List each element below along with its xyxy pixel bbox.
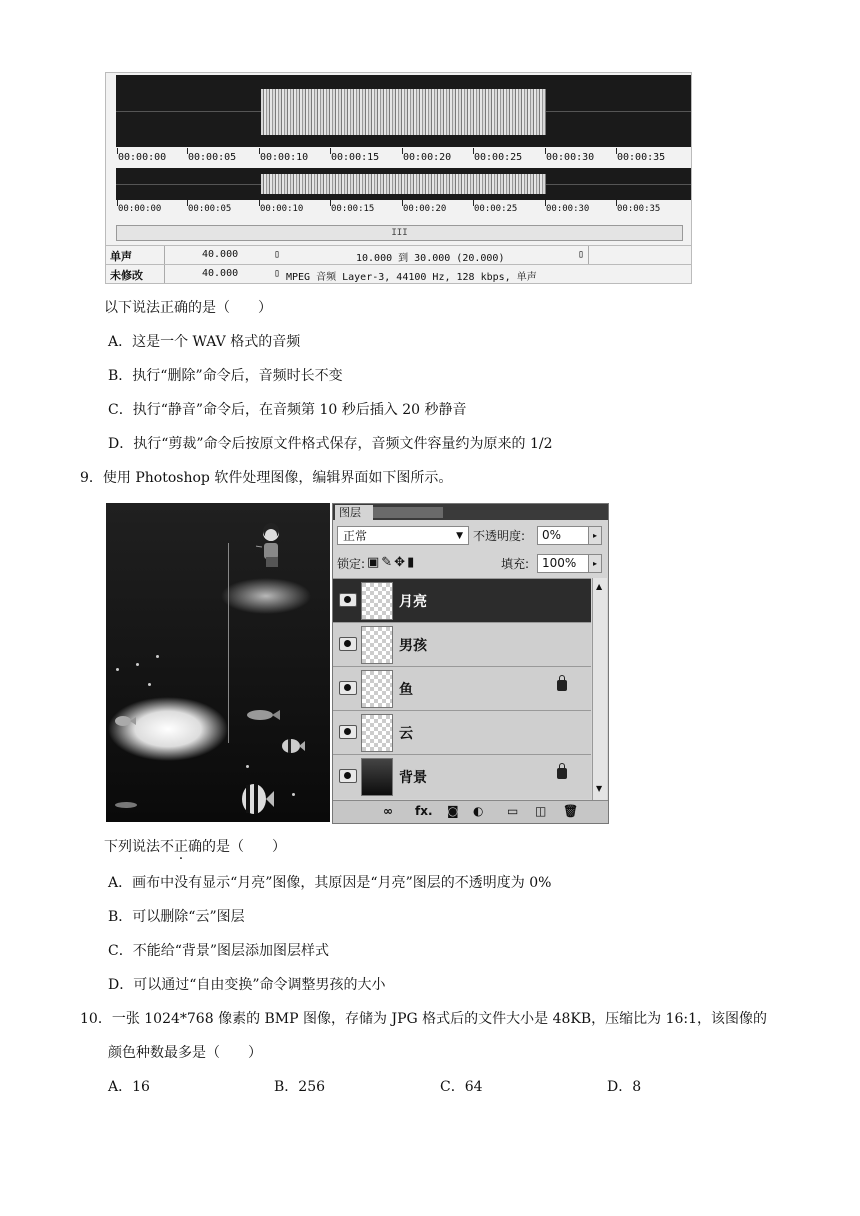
new-group-icon[interactable]: ▭: [507, 804, 519, 818]
horizontal-scrollbar[interactable]: III: [116, 225, 683, 241]
marker-icon: ▯: [274, 249, 281, 260]
bottom-fish: [114, 801, 140, 809]
q9-question-pre: 下列说法: [104, 839, 160, 855]
add-mask-icon[interactable]: ◙: [447, 804, 459, 818]
blend-mode-select[interactable]: [337, 526, 469, 545]
audio-editor-screenshot: [105, 72, 692, 284]
photoshop-layers-panel: [332, 503, 609, 824]
tiny-fish: [114, 715, 136, 727]
adjustment-layer-icon[interactable]: ◐: [473, 804, 484, 818]
tab-layers[interactable]: 图层: [335, 505, 373, 520]
layer-row-cloud[interactable]: [333, 710, 591, 755]
ruler-tick-label: 00:00:35: [617, 204, 661, 214]
q9-option-d: D．可以通过“自由变换”命令调整男孩的大小: [108, 977, 386, 993]
opacity-slider-button[interactable]: ▸: [588, 526, 602, 545]
ruler-tick-label: 00:00:15: [331, 152, 380, 163]
layer-name: 背景: [399, 770, 427, 786]
photoshop-canvas-image: [106, 503, 330, 822]
time-ruler-overview: [116, 202, 691, 220]
q8-option-a: A．这是一个 WAV 格式的音频: [108, 334, 301, 350]
status-length-value: 40.000: [202, 268, 239, 279]
q8-option-c: C．执行“静音”命令后，在音频第 10 秒后插入 20 秒静音: [108, 402, 467, 418]
q8-option-d: D．执行“剪裁”命令后按原文件格式保存，音频文件容量约为原来的 1/2: [108, 436, 553, 452]
lock-fill-row: [333, 552, 608, 576]
ruler-tick-label: 00:00:30: [546, 152, 595, 163]
q10-stem-line1: 10．一张 1024*768 像素的 BMP 图像，存储为 JPG 格式后的文件大小是 48KB，压缩比为 16:1，该图像的: [80, 1011, 768, 1027]
waveform-track-main: [116, 75, 691, 147]
layer-thumbnail: [361, 582, 393, 620]
layer-thumbnail: [361, 714, 393, 752]
dropdown-arrow-icon: ▼: [456, 531, 463, 541]
ruler-tick-label: 00:00:25: [474, 204, 518, 214]
panel-tab-bar: [333, 504, 608, 520]
status-row-format: [106, 264, 691, 283]
link-layers-icon[interactable]: ∞: [383, 804, 393, 818]
layer-style-fx-icon[interactable]: fx.: [415, 804, 433, 818]
ruler-tick-label: 00:00:05: [188, 204, 232, 214]
fishing-line: [228, 543, 229, 743]
ruler-tick-label: 00:00:10: [260, 152, 309, 163]
layer-name: 男孩: [399, 638, 427, 654]
ruler-tick-label: 00:00:25: [474, 152, 523, 163]
layer-row-background[interactable]: [333, 754, 591, 799]
scroll-down-icon[interactable]: ▼: [596, 784, 603, 793]
ruler-tick-label: 00:00:00: [118, 152, 167, 163]
ruler-tick-label: 00:00:35: [617, 152, 666, 163]
fill-slider-button[interactable]: ▸: [588, 554, 602, 573]
delete-layer-icon[interactable]: 🗑: [563, 804, 579, 818]
tab-other[interactable]: [373, 507, 443, 518]
layer-row-moon[interactable]: [333, 578, 591, 623]
layer-row-fish[interactable]: [333, 666, 591, 711]
status-format-info: MPEG 音频 Layer-3, 44100 Hz, 128 kbps, 单声: [286, 272, 537, 283]
waveform-overview-region: [261, 174, 546, 194]
ruler-tick-label: 00:00:00: [118, 204, 162, 214]
ruler-tick-label: 00:00:20: [403, 204, 447, 214]
eye-icon[interactable]: [339, 593, 357, 607]
waveform-selected-region: [261, 89, 546, 135]
fill-label: 填充:: [501, 557, 530, 571]
layer-name: 云: [399, 726, 413, 742]
q9-question-emphasis: 不正确: [160, 839, 202, 855]
layers-list: [333, 578, 591, 800]
vertical-scrollbar[interactable]: [592, 578, 607, 800]
ruler-tick-label: 00:00:30: [546, 204, 590, 214]
q9-stem: 9．使用 Photoshop 软件处理图像，编辑界面如下图所示。: [80, 470, 453, 486]
marker-icon: ▯: [578, 249, 585, 260]
q9-question-post: 的是（ ）: [202, 839, 286, 855]
lock-label: 锁定:: [337, 557, 366, 571]
layer-row-boy[interactable]: [333, 622, 591, 667]
q10-stem-line2: 颜色种数最多是（ ）: [108, 1045, 262, 1061]
ruler-tick-label: 00:00:10: [260, 204, 304, 214]
layer-thumbnail: [361, 626, 393, 664]
q8-option-b: B．执行“删除”命令后，音频时长不变: [108, 368, 343, 384]
panel-footer-toolbar: [333, 800, 608, 823]
waveform-track-overview: [116, 168, 691, 200]
q10-option-a: A．16: [108, 1079, 150, 1095]
eye-icon[interactable]: [339, 681, 357, 695]
status-length-value: 40.000: [202, 249, 239, 260]
q9-option-b: B．可以删除“云”图层: [108, 909, 245, 925]
q10-option-d: D．8: [607, 1079, 642, 1095]
striped-fish: [234, 781, 274, 817]
fill-input[interactable]: 100%: [537, 554, 589, 573]
layer-thumbnail: [361, 758, 393, 796]
q8-stem: 以下说法正确的是（ ）: [104, 300, 272, 316]
layer-name: 鱼: [399, 682, 413, 698]
boy-figure: [256, 523, 286, 573]
time-ruler-main: [116, 150, 691, 168]
q10-option-c: C．64: [440, 1079, 483, 1095]
q9-question: [104, 837, 286, 857]
marker-icon: ▯: [274, 268, 281, 279]
small-fish: [281, 737, 305, 755]
opacity-label: 不透明度:: [473, 529, 526, 543]
status-selection-range: 10.000 到 30.000 (20.000): [356, 253, 505, 264]
q10-option-b: B．256: [274, 1079, 326, 1095]
q9-option-c: C．不能给“背景”图层添加图层样式: [108, 943, 330, 959]
ruler-tick-label: 00:00:20: [403, 152, 452, 163]
blend-opacity-row: [333, 524, 608, 548]
blend-mode-value: 正常: [343, 529, 368, 543]
new-layer-icon[interactable]: ◫: [535, 804, 547, 818]
layer-thumbnail: [361, 670, 393, 708]
eye-icon[interactable]: [339, 637, 357, 651]
layer-name: 月亮: [399, 594, 427, 610]
status-row-selection: [106, 245, 691, 264]
scroll-up-icon[interactable]: ▲: [596, 582, 603, 591]
lock-options-icons[interactable]: ▣✎✥▮: [367, 555, 417, 570]
q9-option-a: A．画布中没有显示“月亮”图像，其原因是“月亮”图层的不透明度为 0%: [108, 875, 552, 891]
opacity-input[interactable]: 0%: [537, 526, 589, 545]
ruler-tick-label: 00:00:15: [331, 204, 375, 214]
lock-icon: [557, 768, 567, 779]
status-channel-label: 单声: [110, 250, 132, 263]
ruler-tick-label: 00:00:05: [188, 152, 237, 163]
eye-icon[interactable]: [339, 725, 357, 739]
eye-icon[interactable]: [339, 769, 357, 783]
lock-icon: [557, 680, 567, 691]
status-modified-label: 未修改: [110, 269, 143, 282]
long-fish: [246, 708, 280, 722]
